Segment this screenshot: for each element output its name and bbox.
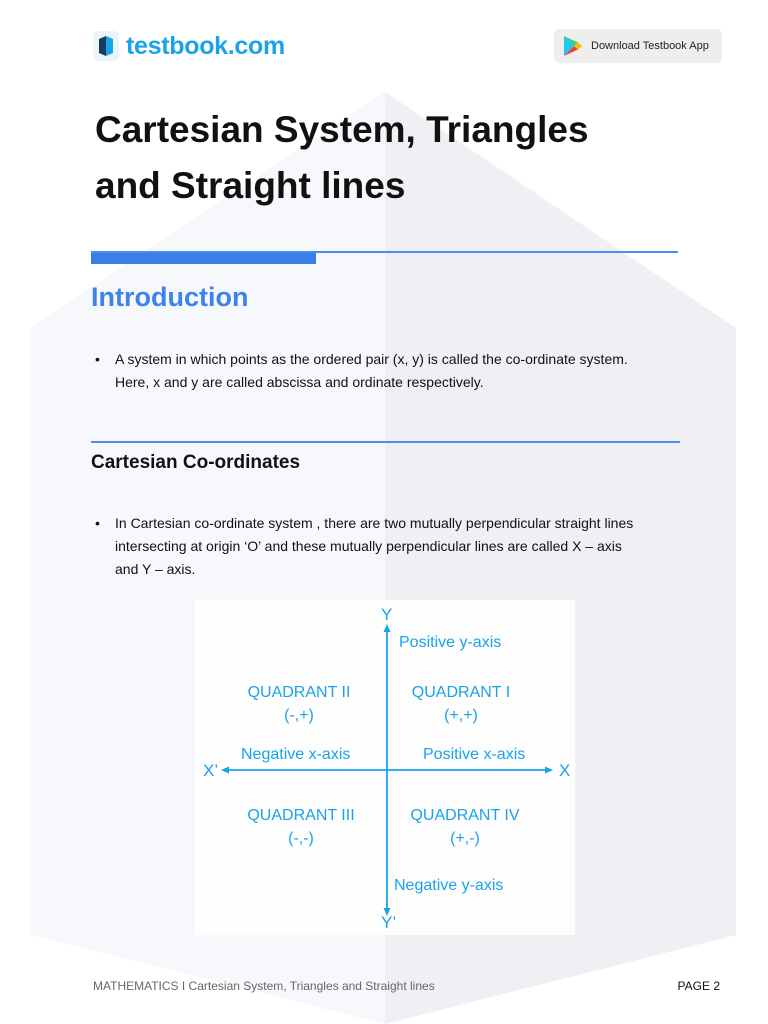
testbook-logo-icon — [93, 31, 119, 61]
quadrant-3-signs: (-,-) — [288, 830, 314, 847]
title-divider-accent — [91, 253, 316, 264]
quadrant-1-name: QUADRANT I — [411, 684, 511, 701]
cartesian-diagram — [195, 600, 575, 935]
y-axis-label: Y — [381, 605, 393, 624]
section-divider — [91, 441, 680, 443]
intro-line-1: A system in which points as the ordered pair (x, y) is called the co-ordinate system. — [115, 351, 628, 367]
logo-text: testbook.com — [126, 31, 285, 60]
cartesian-line-1: In Cartesian co-ordinate system , there are two mutually perpendicular straight lines — [115, 515, 634, 531]
cartesian-line-2: intersecting at origin ‘O’ and these mutually perpendicular lines are called X – axis — [115, 538, 622, 554]
bullet-icon: • — [95, 515, 100, 531]
quadrant-3-name: QUADRANT III — [247, 807, 355, 824]
positive-x-label: Positive x-axis — [423, 746, 526, 763]
introduction-heading: Introduction — [91, 282, 249, 312]
intro-line-2: Here, x and y are called abscissa and ordinate respectively. — [115, 374, 484, 390]
x-prime-label: X’ — [203, 761, 219, 780]
negative-x-label: Negative x-axis — [241, 746, 351, 763]
negative-y-label: Negative y-axis — [394, 877, 504, 894]
quadrant-4-name: QUADRANT IV — [410, 807, 520, 824]
x-axis-label: X — [559, 761, 571, 780]
page-number: PAGE 2 — [677, 979, 720, 993]
testbook-logo[interactable] — [93, 31, 285, 61]
quadrant-4-signs: (+,-) — [450, 830, 480, 847]
download-app-label: Download Testbook App — [591, 40, 709, 52]
download-app-button[interactable] — [554, 29, 722, 63]
cartesian-line-3: and Y – axis. — [115, 561, 196, 577]
quadrant-2-signs: (-,+) — [284, 707, 314, 724]
y-prime-label: Y’ — [381, 913, 397, 932]
quadrant-1-signs: (+,+) — [444, 707, 478, 724]
google-play-icon — [563, 35, 583, 57]
bullet-icon: • — [95, 351, 100, 367]
cartesian-heading: Cartesian Co-ordinates — [91, 452, 301, 473]
page-title — [95, 102, 695, 214]
quadrant-2-name: QUADRANT II — [247, 684, 351, 701]
title-line-1: Cartesian System, Triangles — [95, 109, 589, 150]
positive-y-label: Positive y-axis — [399, 634, 502, 651]
footer-subject: MATHEMATICS I Cartesian System, Triangles and Straight lines — [93, 979, 435, 993]
title-line-2: and Straight lines — [95, 165, 406, 206]
